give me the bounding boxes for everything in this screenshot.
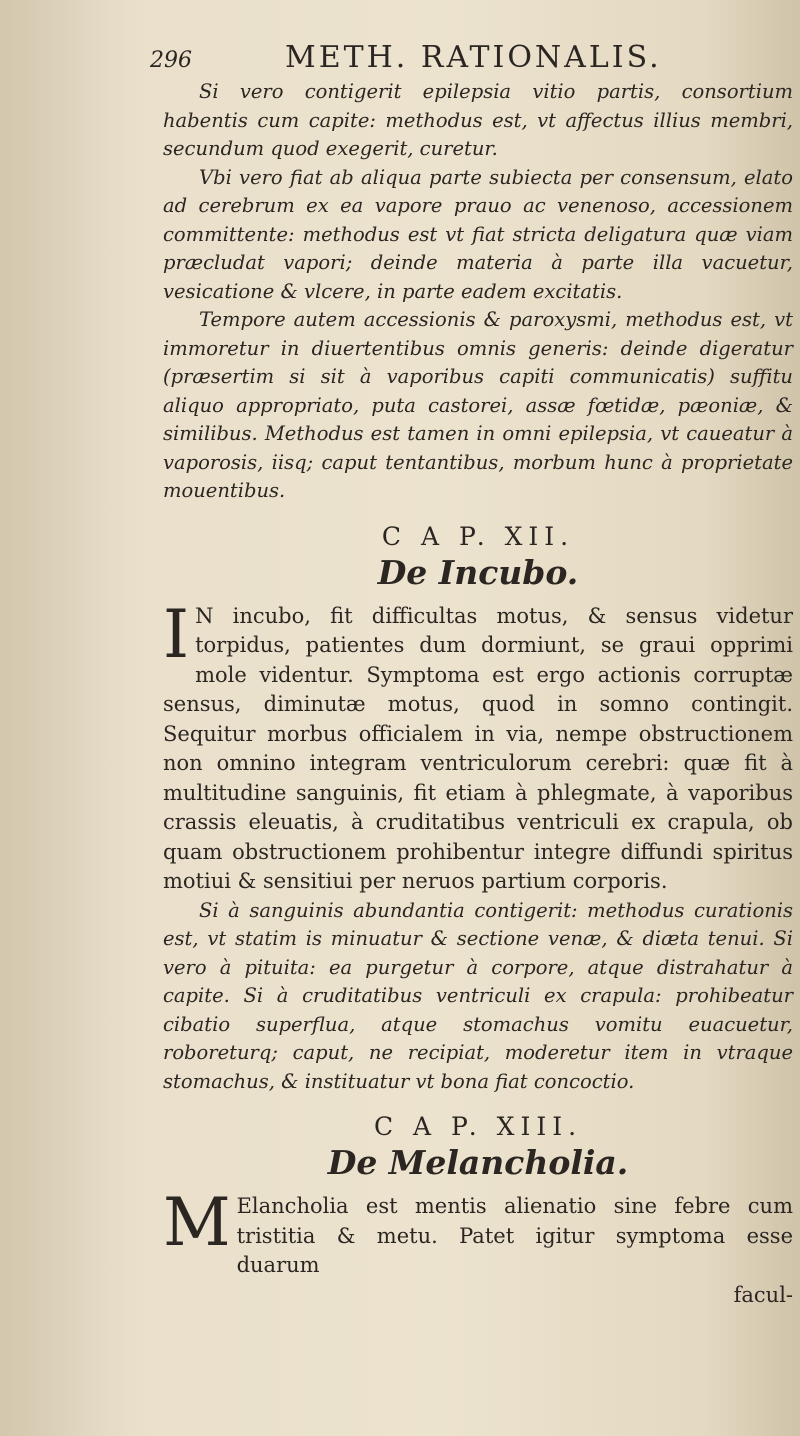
paragraph-epilepsy-part: Si vero contigerit epilepsia vitio partis, consortium habentis cum capite: methodus est, vt affectus illius membri, secundum quod exegerit, curetur. — [163, 80, 793, 160]
paragraph-epilepsy-consensus: Vbi vero fiat ab aliqua parte subiecta per consensum, elato ad cerebrum ex ea vapore prauo ac venenoso, accessionem committente: methodus est vt fiat stricta deligatura quæ viam præcludat vapori; deinde materia à parte illa vacuetur, vesicatione & vlcere, in parte eadem excitatis. — [163, 165, 793, 303]
chapter-13-label: C A P. XIII. — [373, 1112, 583, 1141]
chapter-12-label: C A P. XII. — [381, 521, 575, 551]
page-number: 296 — [150, 48, 192, 73]
paragraph-epilepsy-paroxysm: Tempore autem accessionis & paroxysmi, methodus est, vt immoretur in diuertentibus omnis generis: deinde digeratur (præsertim si sit à vaporibus capiti communicatis) suffitu aliquo appropriato, puta castorei, assæ fœtidæ, pæoniæ, & similibus. Methodus est tamen in omni epilepsia, vt caueatur à vaporosis, iisq; caput tentantibus, morbum hunc à proprietate mouentibus. — [163, 308, 793, 502]
page-gutter-shadow — [0, 0, 140, 1436]
chapter-12-paragraph — [163, 595, 793, 897]
drop-cap-m: M — [163, 1184, 231, 1261]
running-title: METH. RATIONALIS. — [285, 40, 662, 75]
chapter-13-title: De Melancholia. — [327, 1143, 629, 1182]
chapter-12-cure: Si à sanguinis abundantia contigerit: methodus curationis est, vt statim is minuatur & sectione venæ, & diæta tenui. Si vero à pituita: ea purgetur à corpore, atque distrahatur à capite. Si à cruditatibus ventriculi ex crapula: prohibeatur cibatio superflua, atque stomachus vomitu euacuetur, roboreturq; caput, ne recipiat, moderetur item in vtraque stomachus, & instituatur vt bona fiat concoctio. — [163, 898, 793, 1093]
chapter-13-text: Elancholia est mentis alienatio sine febre cum tristitia & metu. Patet igitur symptoma esse duarum — [236, 1194, 793, 1277]
chapter-12-title: De Incubo. — [377, 552, 579, 592]
page-body — [163, 78, 793, 1307]
chapter-12-text: N incubo, fit difficultas motus, & sensus videtur torpidus, patientes dum dormiunt, se graui opprimi mole videntur. Symptoma est ergo actionis corruptæ sensus, diminutæ motus, quod in somno contingit. Sequitur morbus officialem in via, nempe obstructionem non omnino integram ventriculorum cerebri: quæ fit à multitudine sanguinis, fit etiam à phlegmate, à vaporibus crassis eleuatis, à cruditatibus ventriculi ex crapula, ob quam obstructionem prohibentur integre diffundi spiritus motiui & sensitiui per neruos partium corporis. — [163, 603, 793, 893]
page-header — [150, 40, 760, 80]
catchword: facul- — [733, 1282, 793, 1307]
drop-cap-i: I — [163, 595, 190, 673]
chapter-13-paragraph — [163, 1184, 793, 1281]
